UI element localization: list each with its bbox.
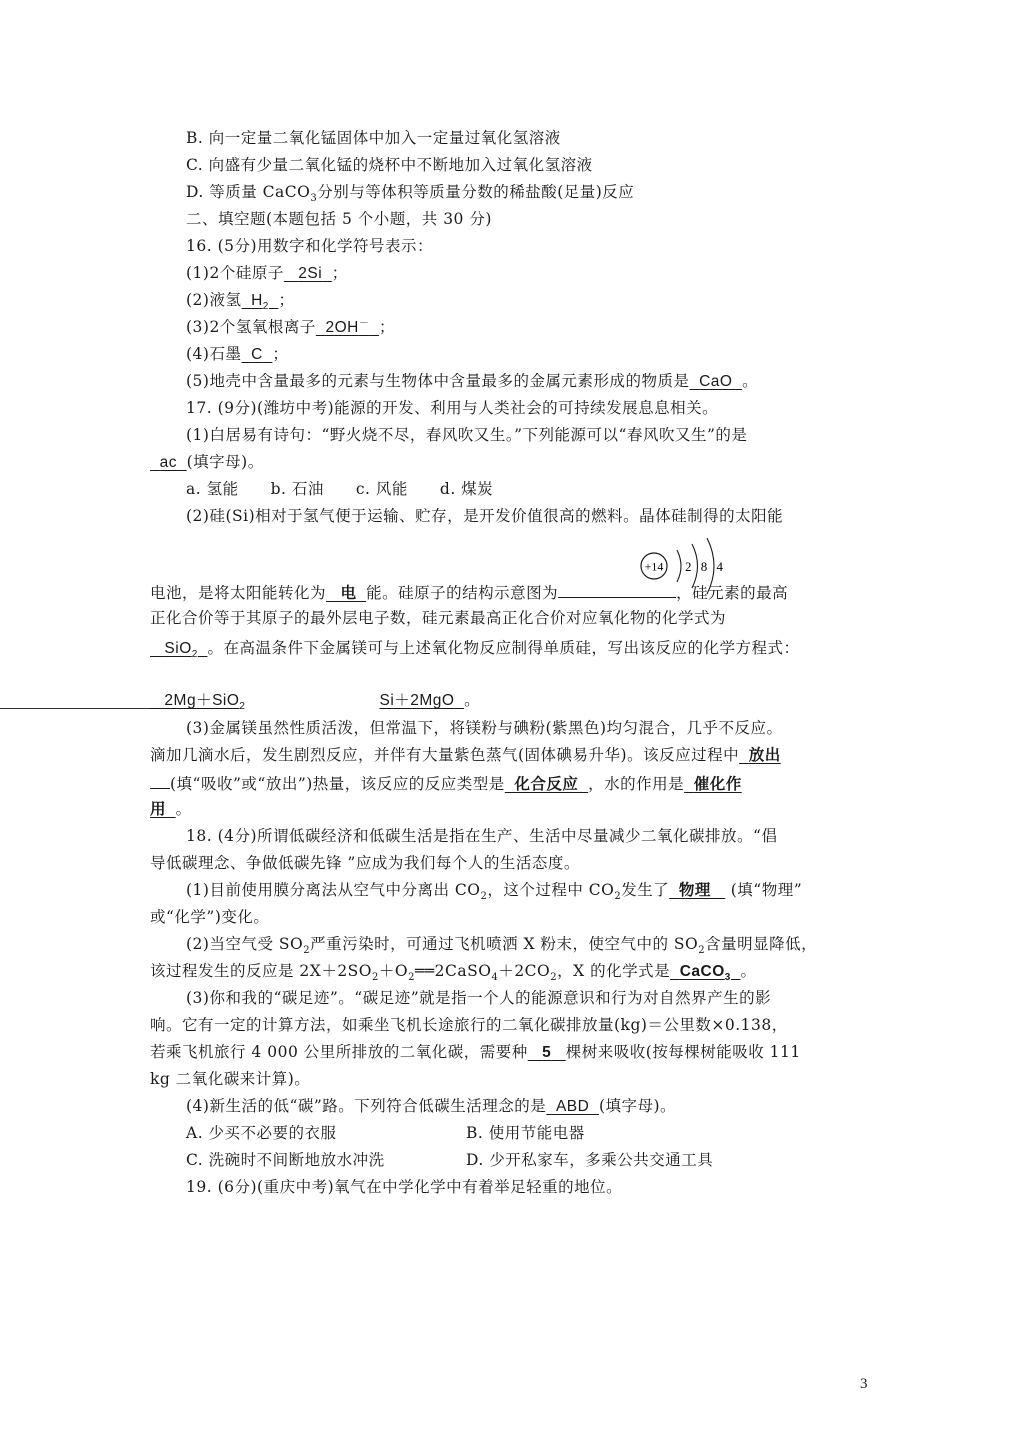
option-c: C. 向盛有少量二氧化锰的烧杯中不断地加入过氧化氢溶液 xyxy=(186,156,593,174)
question-16: 16. (5分)用数字和化学符号表示： xyxy=(186,237,434,255)
q18-3b: 响。它有一定的计算方法，如乘坐飞机长途旅行的二氧化碳排放量(kg)＝公里数×0.138， xyxy=(150,1016,788,1034)
q17-3a: (3)金属镁虽然性质活泼，但常温下，将镁粉与碘粉(紫黑色)均匀混合，几乎不反应。 xyxy=(186,719,783,737)
option-c-low-carbon: C. 洗碗时不间断地放水冲洗 xyxy=(186,1151,385,1169)
q18-intro-b: 导低碳理念、争做低碳先锋 ”应成为我们每个人的生活态度。 xyxy=(150,854,580,872)
q16-5: (5)地壳中含量最多的元素与生物体中含量最多的金属元素形成的物质是 CaO 。 xyxy=(186,372,759,390)
page-number: 3 xyxy=(860,1376,868,1392)
q16-3: (3)2个氢氧根离子 2OH－ ； xyxy=(186,317,395,336)
q18-3c: 若乘飞机旅行 4 000 公里所排放的二氧化碳，需要种 5 棵树来吸收(按每棵树能吸收 111 xyxy=(150,1043,801,1061)
q16-1: (1)2个硅原子 2Si ； xyxy=(186,264,348,282)
q18-2b: 该过程发生的反应是 $2X+2SO_2+O_2══2CaSO_4+2CO_2$，X 的化学式是 CaCO$_3$ 。 xyxy=(150,962,757,984)
q17-2c: 正化合价等于其原子的最外层电子数，硅元素最高正化合价对应氧化物的化学式为 xyxy=(150,609,727,627)
option-d: D. 等质量 CaCO$_3$分别与等体积等质量分数的稀盐酸(足量)反应 xyxy=(186,183,635,205)
q17-3d: 用 。 xyxy=(150,800,192,818)
option-b-low-carbon: B. 使用节能电器 xyxy=(466,1124,585,1142)
q16-4: (4)石墨 C ； xyxy=(186,345,289,363)
option-a-low-carbon: A. 少买不必要的衣服 xyxy=(186,1124,337,1142)
q17-1: (1)白居易有诗句：“野火烧不尽，春风吹又生。”下列能源可以“春风吹又生”的是 xyxy=(186,426,748,444)
q17-1-answer: ac (填字母)。 xyxy=(159,453,264,471)
q18-4: (4)新生活的低“碳”路。下列符合低碳生活理念的是 ABD (填字母)。 xyxy=(186,1097,677,1115)
q16-2: (2)液氢 $H_2$ ； xyxy=(186,291,295,313)
q18-3a: (3)你和我的“碳足迹”。“碳足迹”就是指一个人的能源意识和行为对自然界产生的影 xyxy=(186,989,772,1007)
q18-1: (1)目前使用膜分离法从空气中分离出 $CO_2$，这个过程中 $CO_2$发生了 物理 (填“物理” xyxy=(186,881,803,903)
question-19: 19. (6分)(重庆中考)氧气在中学化学中有着举足轻重的地位。 xyxy=(186,1178,623,1196)
question-17: 17. (9分)(潍坊中考)能源的开发、利用与人类社会的可持续发展息息相关。 xyxy=(186,399,719,417)
option-d-low-carbon: D. 少开私家车，多乘公共交通工具 xyxy=(466,1151,714,1169)
equation: 2Mg＋SiO$_2$ Si＋2MgO 。 xyxy=(164,691,481,713)
q17-options: a. 氢能 b. 石油 c. 风能 d. 煤炭 xyxy=(186,480,494,498)
section-heading: 二、填空题(本题包括 5 个小题，共 30 分) xyxy=(186,210,492,228)
footnote-rule xyxy=(0,708,150,709)
q18-1b: 或“化学”)变化。 xyxy=(150,908,270,926)
q18-2: (2)当空气受 $SO_2$严重污染时，可通过飞机喷洒 X 粉末，使空气中的 $SO_2$含量明显降低， xyxy=(186,935,818,957)
option-b: B. 向一定量二氧化锰固体中加入一定量过氧化氢溶液 xyxy=(186,129,561,147)
q17-2: (2)硅(Si)相对于氢气便于运输、贮存，是开发价值很高的燃料。晶体硅制得的太阳能 xyxy=(186,507,784,525)
q17-3c: (填“吸收”或“放出”)热量，该反应的反应类型是 化合反应 ，水的作用是 催化作 xyxy=(150,772,742,795)
q17-3b: 滴加几滴水后，发生剧烈反应，并伴有大量紫色蒸气(固体碘易升华)。该反应过程中 放出 xyxy=(150,746,781,764)
nucleus-label: +14 xyxy=(644,559,664,574)
q17-2b: 电池，是将太阳能转化为 电 能。硅原子的结构示意图为 ，硅元素的最高 xyxy=(150,581,788,604)
q18-3d: kg 二氧化碳来计算)。 xyxy=(150,1070,311,1088)
shell-electrons: 2 8 4 xyxy=(685,559,726,574)
q17-2d: SiO$_2$ 。在高温条件下金属镁可与上述氧化物反应制得单质硅，写出该反应的化学方程式： xyxy=(164,639,800,661)
question-18: 18. (4分)所谓低碳经济和低碳生活是指在生产、生活中尽量减少二氧化碳排放。“倡 xyxy=(186,827,778,845)
